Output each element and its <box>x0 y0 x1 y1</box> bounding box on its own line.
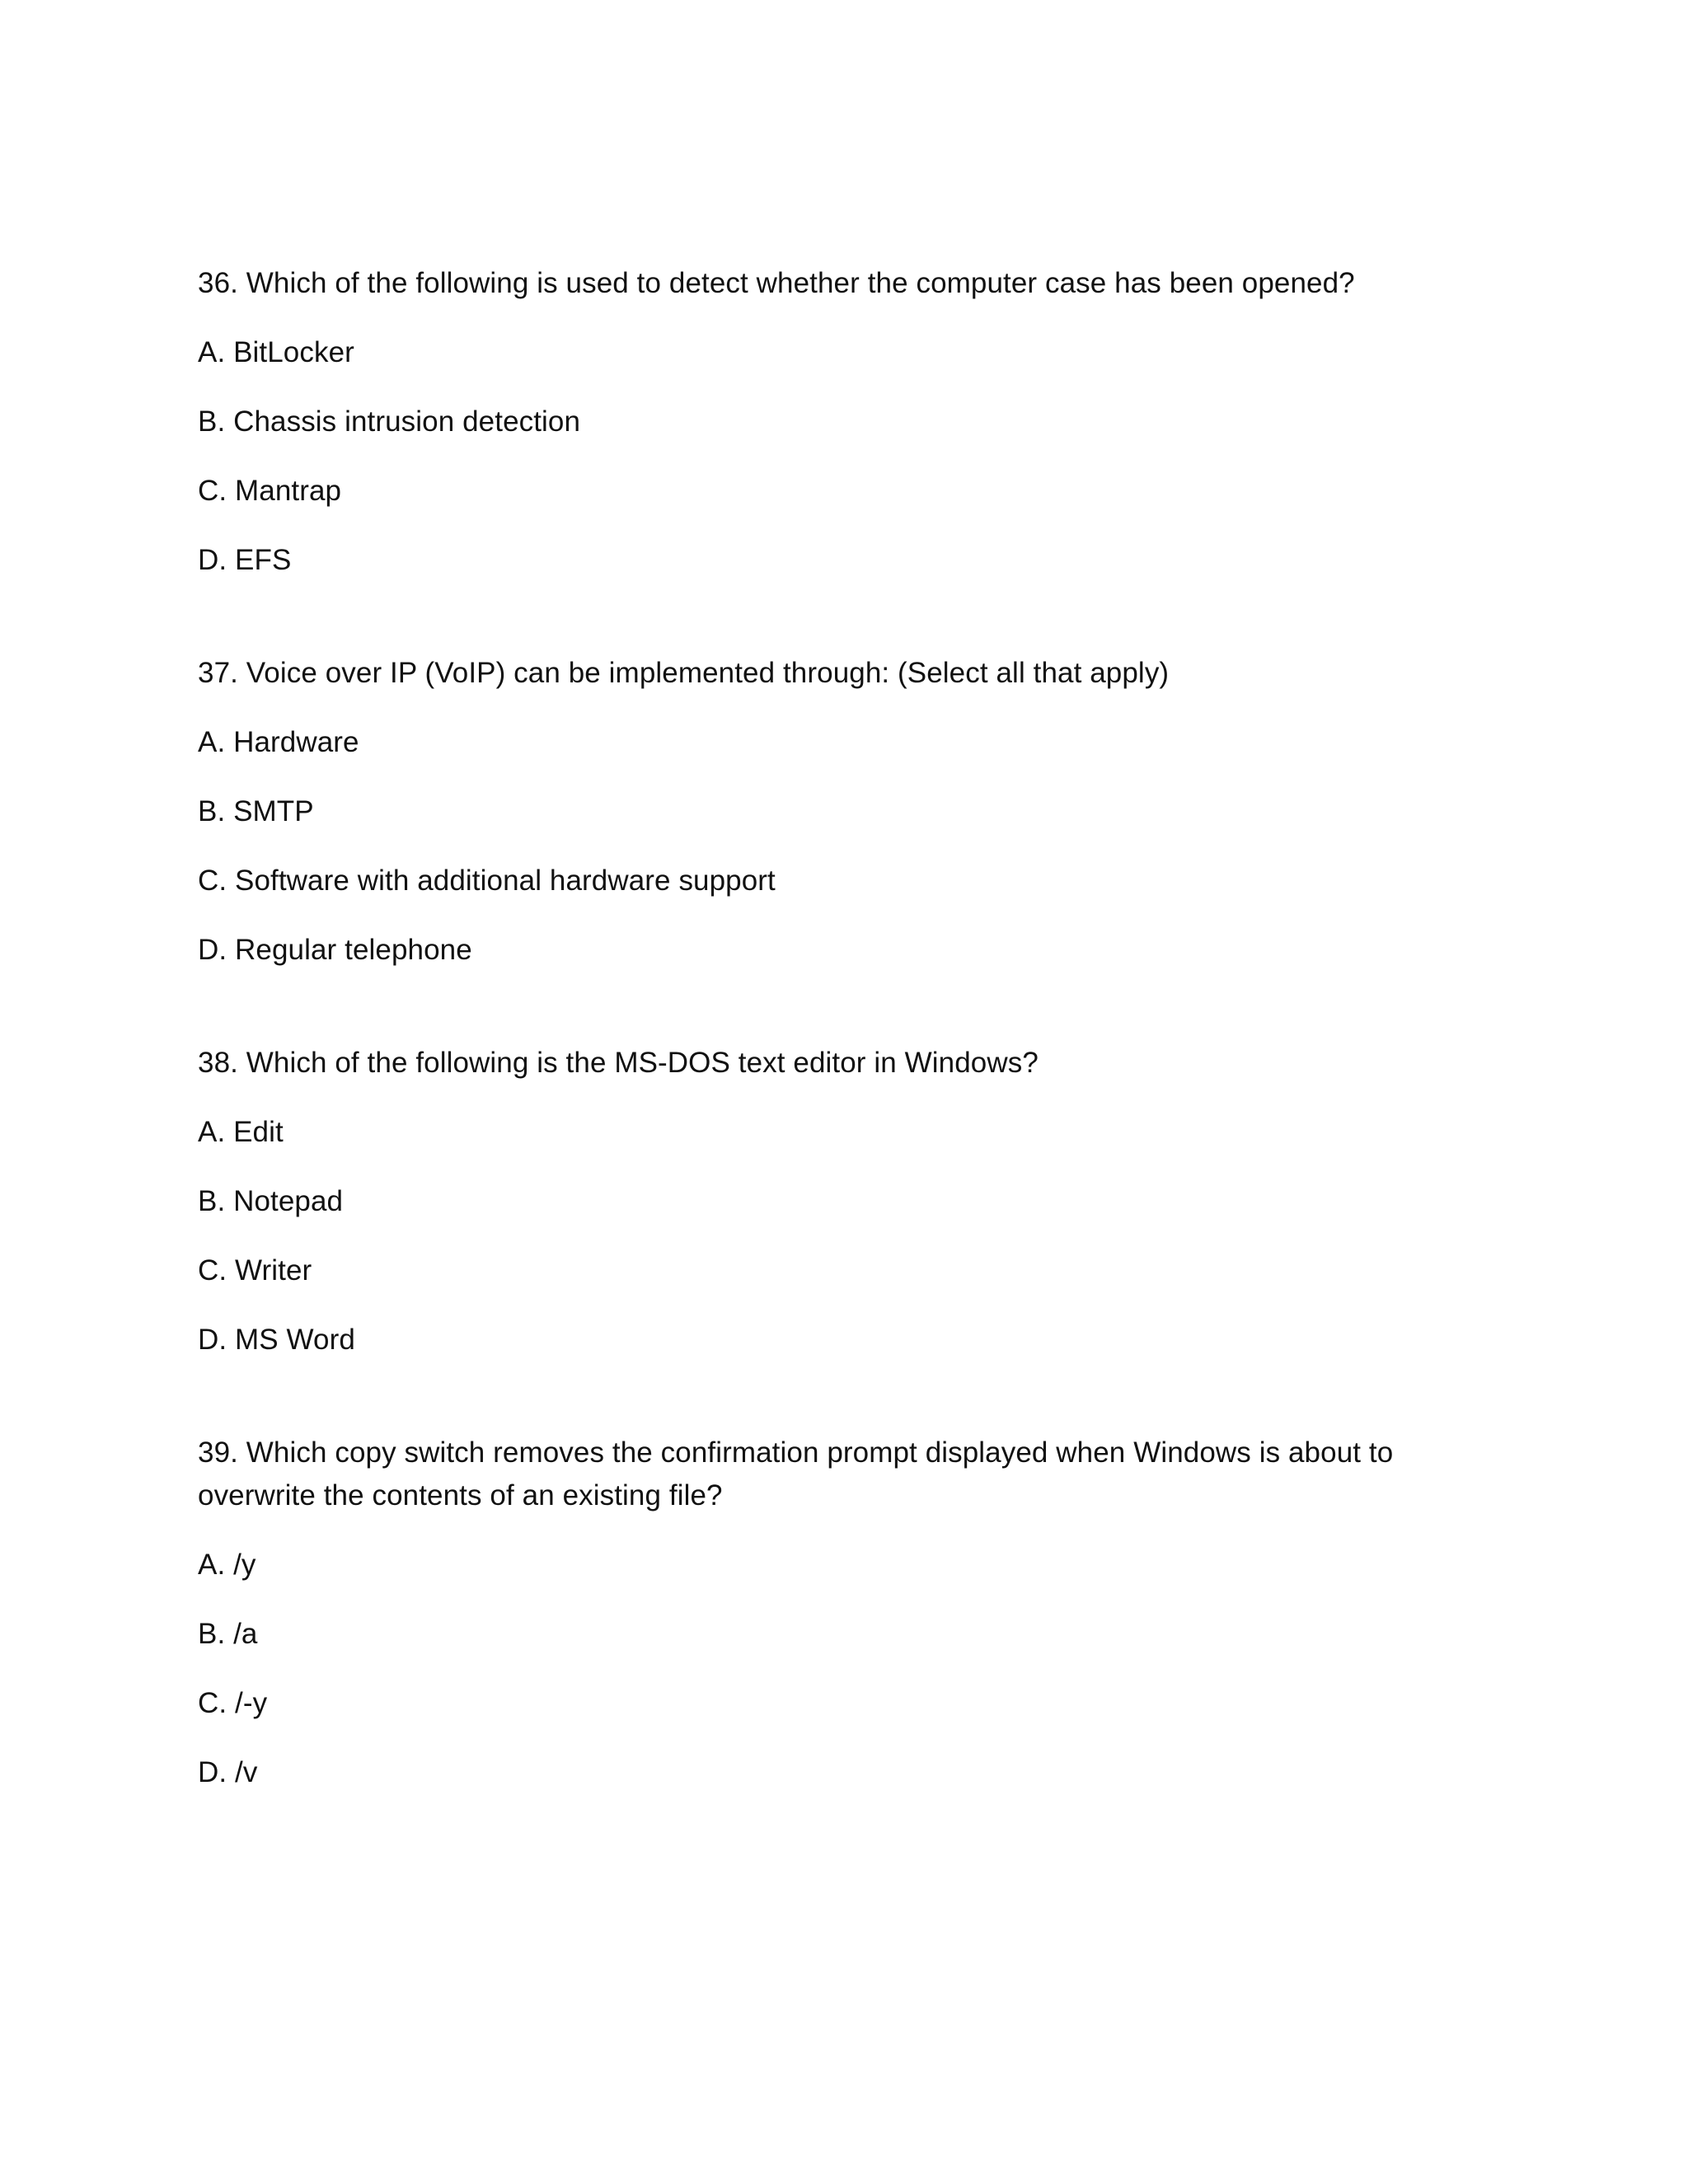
question-37 <box>198 652 1500 972</box>
question-36 <box>198 262 1500 582</box>
question-text: 37. Voice over IP (VoIP) can be implemented through: (Select all that apply) <box>198 657 1170 689</box>
question-list <box>198 262 1500 1864</box>
answer-option: D. EFS <box>198 544 292 576</box>
answer-option: B. Notepad <box>198 1185 344 1217</box>
answer-option: C. /-y <box>198 1687 268 1719</box>
answer-option: B. Chassis intrusion detection <box>198 405 581 438</box>
question-38 <box>198 1042 1500 1361</box>
question-39 <box>198 1432 1500 1794</box>
question-text: 36. Which of the following is used to detect whether the computer case has been opened? <box>198 267 1355 299</box>
answer-option: B. SMTP <box>198 795 314 827</box>
answer-option: A. Edit <box>198 1116 284 1148</box>
answer-option: C. Software with additional hardware support <box>198 865 776 897</box>
answer-option: B. /a <box>198 1618 258 1650</box>
answer-option: C. Mantrap <box>198 475 342 507</box>
answer-option: D. MS Word <box>198 1324 355 1356</box>
answer-option: C. Writer <box>198 1254 312 1286</box>
question-text: 38. Which of the following is the MS-DOS text editor in Windows? <box>198 1047 1039 1079</box>
question-text: 39. Which copy switch removes the confirmation prompt displayed when Windows is about to overwrite the contents of an existing file? <box>198 1436 1394 1511</box>
answer-option: D. /v <box>198 1756 258 1788</box>
answer-option: A. BitLocker <box>198 336 354 368</box>
answer-option: D. Regular telephone <box>198 934 472 966</box>
answer-option: A. /y <box>198 1549 256 1581</box>
answer-option: A. Hardware <box>198 726 359 758</box>
